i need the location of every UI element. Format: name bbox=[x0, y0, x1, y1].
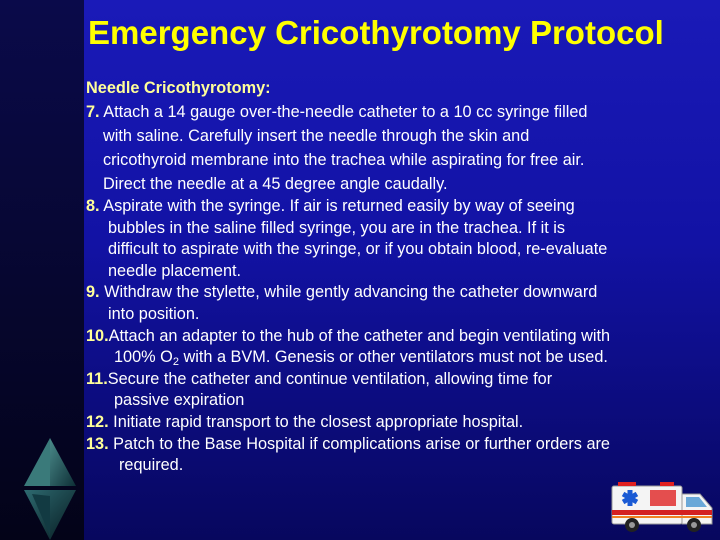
protocol-step-7 bbox=[86, 100, 720, 196]
step-number: 8. bbox=[86, 197, 100, 215]
step-number: 11. bbox=[86, 369, 108, 388]
protocol-step-8 bbox=[86, 196, 720, 282]
step-text: cricothyroid membrane into the trachea while aspirating for free air. bbox=[103, 151, 585, 169]
section-subheading: Needle Cricothyrotomy: bbox=[86, 79, 271, 97]
step-number: 7. bbox=[86, 103, 100, 121]
step-text: into position. bbox=[108, 304, 200, 323]
diamond-ornament-icon bbox=[22, 436, 78, 540]
protocol-step-11 bbox=[86, 369, 720, 412]
step-text: Initiate rapid transport to the closest appropriate hospital. bbox=[108, 412, 524, 431]
step-number: 13. bbox=[86, 434, 109, 453]
step-text: Attach a 14 gauge over-the-needle catheter to a 10 cc syringe filled bbox=[99, 103, 588, 121]
protocol-content bbox=[86, 76, 720, 477]
step-text: Withdraw the stylette, while gently advancing the catheter downward bbox=[99, 283, 598, 302]
step-number: 10. bbox=[86, 326, 109, 345]
slide-title: Emergency Cricothyrotomy Protocol bbox=[88, 14, 664, 51]
step-text: bubbles in the saline filled syringe, you are in the trachea. If it is bbox=[108, 218, 566, 237]
step-text: 100% O bbox=[114, 348, 173, 367]
step-text: with saline. Carefully insert the needle through the skin and bbox=[103, 127, 530, 145]
step-text: Secure the catheter and continue ventilation, allowing time for bbox=[107, 369, 553, 388]
step-text: Aspirate with the syringe. If air is returned easily by way of seeing bbox=[99, 197, 575, 215]
step-text: Attach an adapter to the hub of the catheter and begin ventilating with bbox=[108, 326, 611, 345]
step-text: Patch to the Base Hospital if complications arise or further orders are bbox=[108, 434, 610, 453]
step-number: 12. bbox=[86, 412, 109, 431]
step-text: needle placement. bbox=[108, 261, 242, 280]
protocol-step-10 bbox=[86, 326, 720, 369]
protocol-step-9 bbox=[86, 282, 720, 325]
step-text: with a BVM. Genesis or other ventilators must not be used. bbox=[178, 348, 608, 367]
step-text: required. bbox=[119, 456, 184, 475]
step-number: 9. bbox=[86, 283, 100, 302]
step-text: Direct the needle at a 45 degree angle caudally. bbox=[103, 175, 448, 193]
subscript-2: 2 bbox=[172, 356, 179, 369]
protocol-step-13 bbox=[86, 434, 720, 477]
step-text: passive expiration bbox=[114, 391, 245, 410]
step-text: difficult to aspirate with the syringe, or if you obtain blood, re-evaluate bbox=[108, 240, 608, 259]
ambulance-icon bbox=[610, 478, 716, 534]
protocol-step-12 bbox=[86, 412, 720, 434]
